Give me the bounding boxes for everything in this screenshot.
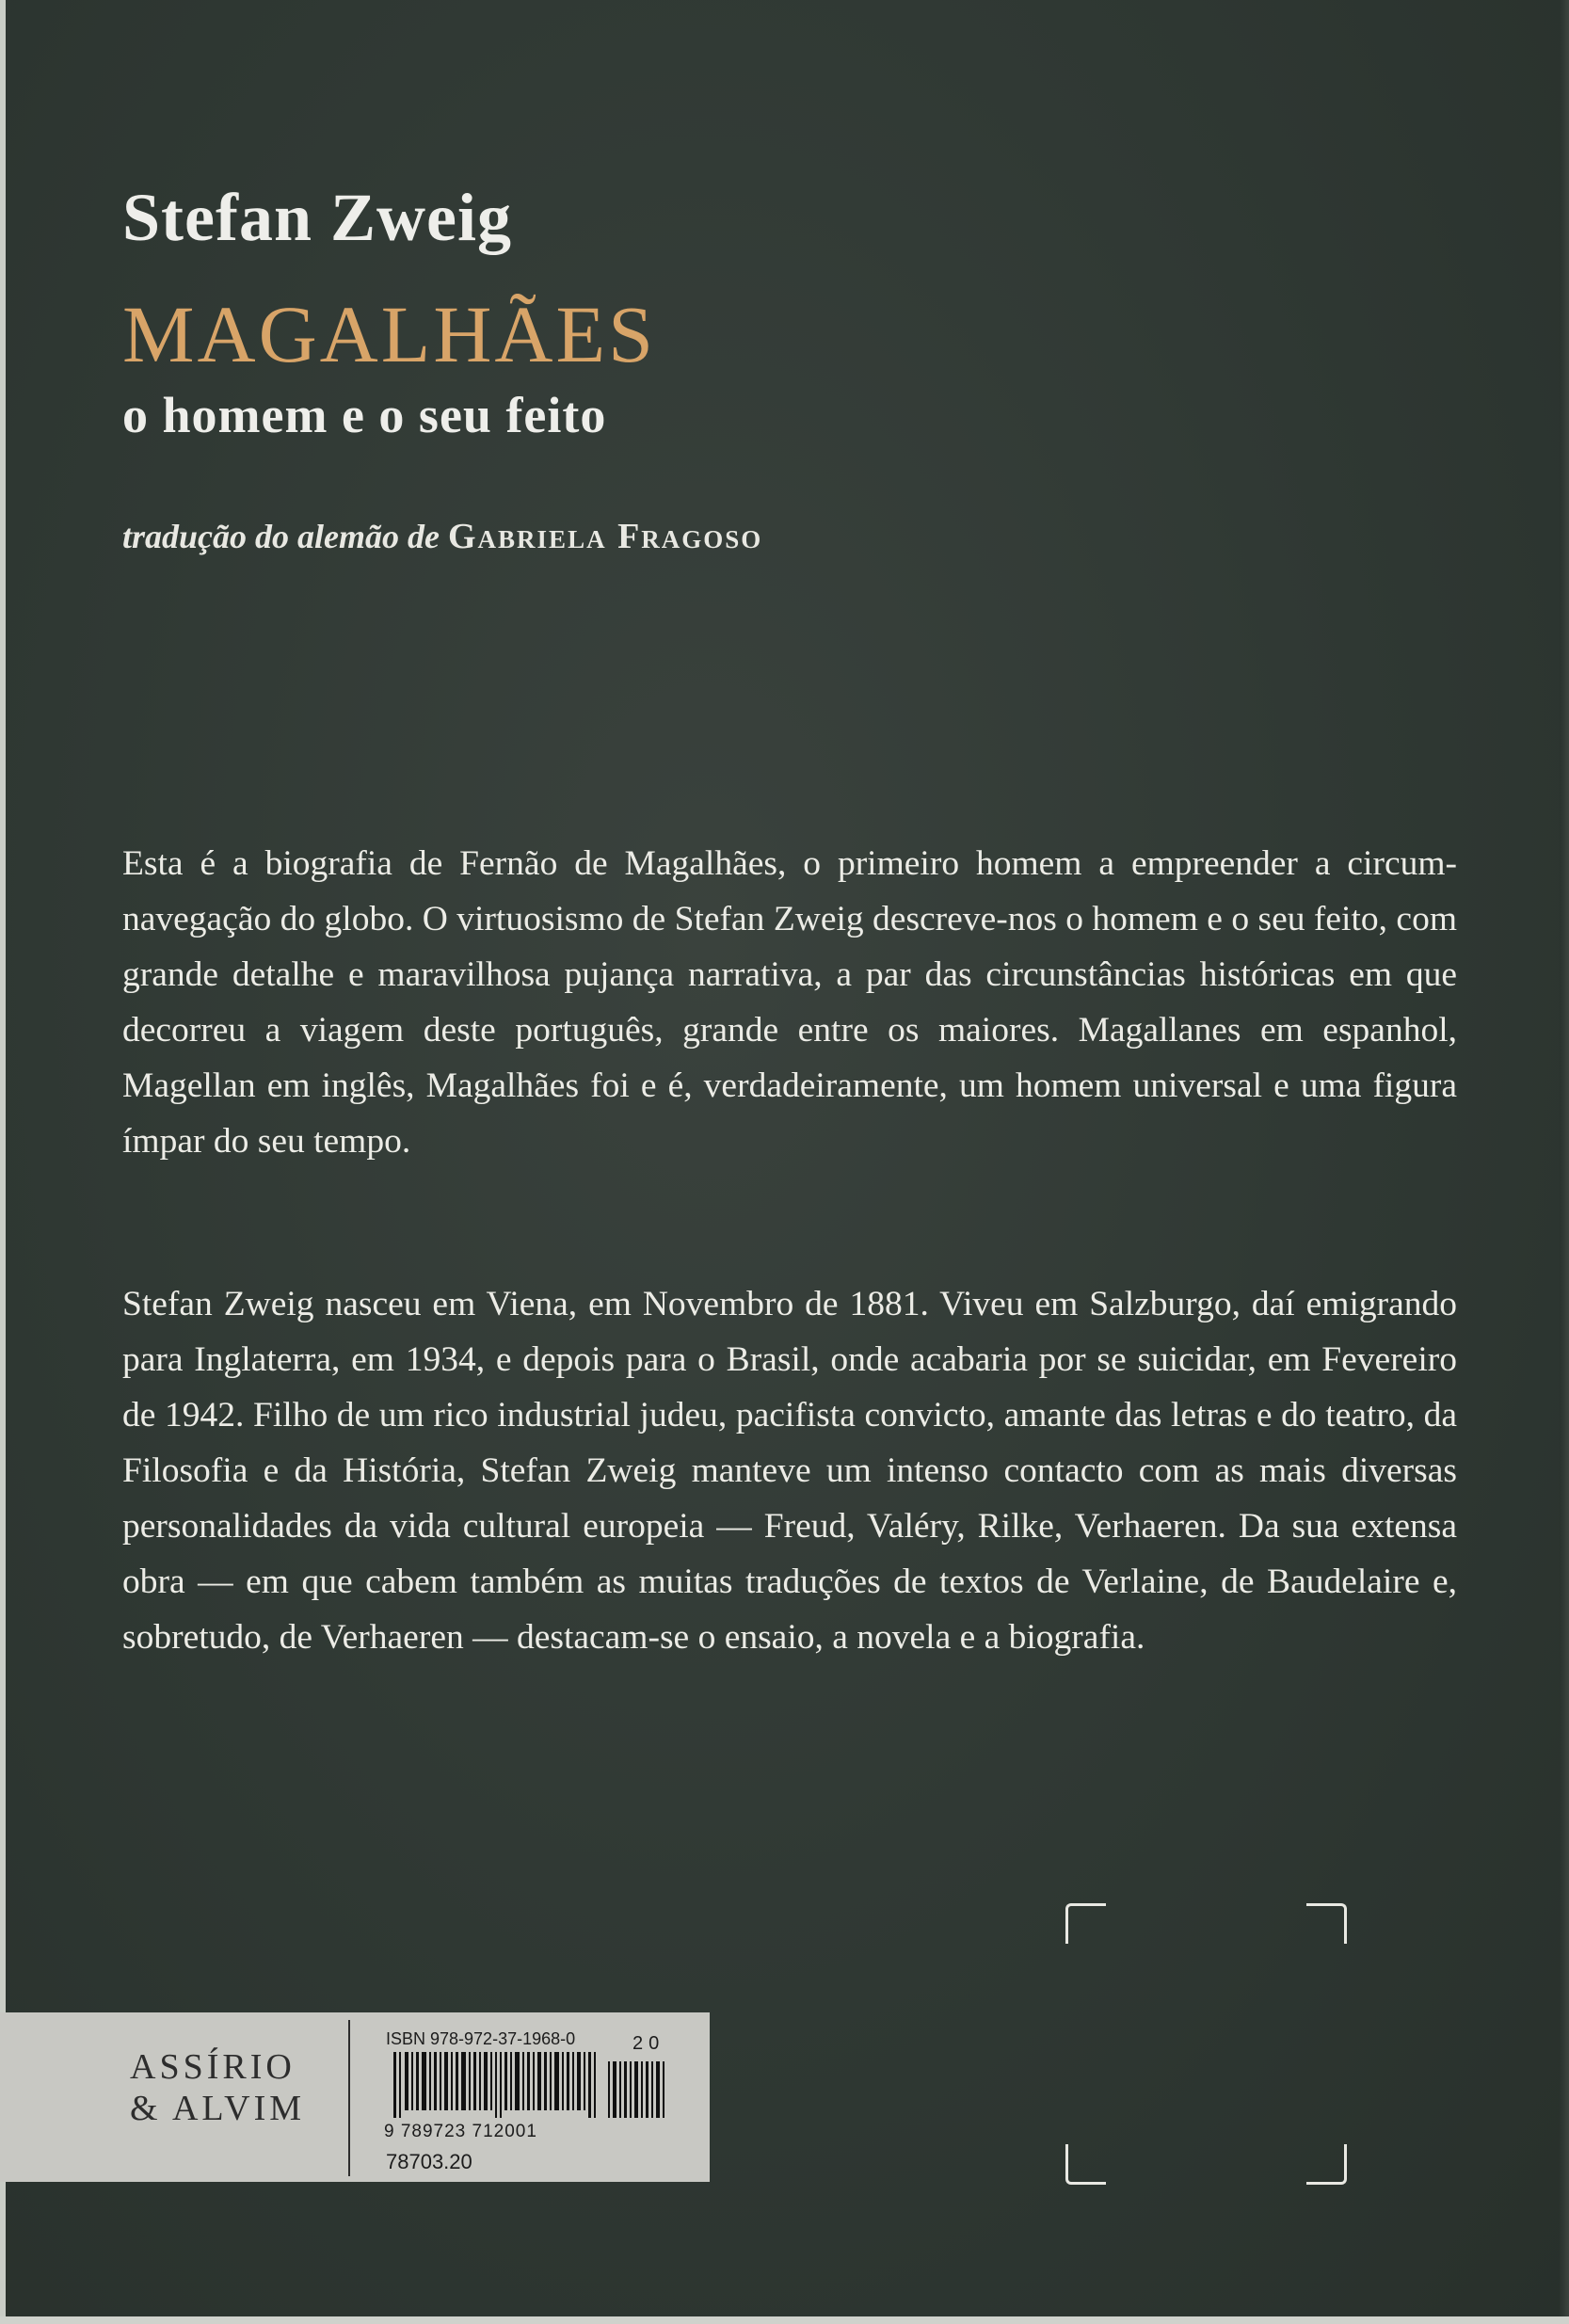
cover-left-edge: [0, 0, 6, 2324]
barcode-addon-digits: 20: [632, 2033, 665, 2054]
price-code: 78703.20: [386, 2150, 472, 2173]
translator-name: Gabriela Fragoso: [447, 517, 763, 556]
author-name: Stefan Zweig: [122, 180, 512, 255]
book-title: MAGALHÃES: [122, 289, 656, 379]
translation-prefix: tradução do alemão de: [122, 518, 440, 555]
book-subtitle: o homem e o seu feito: [122, 387, 607, 443]
frame-corner-top-right: [1306, 1903, 1347, 1944]
frame-corner-bottom-right: [1306, 2144, 1347, 2185]
barcode-divider: [348, 2020, 350, 2176]
cover-bottom-edge: [0, 2316, 1569, 2324]
publisher-line-2: & ALVIM: [130, 2089, 306, 2128]
cover-spine-fold: [1560, 0, 1569, 2324]
publisher-line-1: ASSÍRIO: [130, 2047, 296, 2087]
publisher-logo: [130, 2046, 305, 2129]
frame-corner-bottom-left: [1065, 2144, 1106, 2185]
translation-credit: [122, 516, 762, 557]
barcode-number: 9 789723 712001: [384, 2122, 537, 2141]
author-bio-paragraph: Stefan Zweig nasceu em Viena, em Novembro de 1881. Viveu em Salzburgo, daí emigrando para Inglaterra, em 1934, e depois para o Brasil, onde acabaria por se suicidar, em Fevereiro de 1942. Filho de um rico industrial judeu, pacifista convicto, amante das letras e do teatro, da Filosofia e da História, Stefan Zweig manteve um intenso contacto com as mais diversas personalidades da vida cultural europeia — Freud, Valéry, Rilke, Verhaeren. Da sua extensa obra — em que cabem também as muitas traduções de textos de Verlaine, de Baudelaire e, sobretudo, de Verhaeren — destacam-se o ensaio, a novela e a biografia.: [122, 1285, 1457, 1657]
barcode-icon: [393, 2052, 676, 2118]
synopsis-paragraph: Esta é a biografia de Fernão de Magalhães, o primeiro homem a empreender a circum-navegação do globo. O virtuosismo de Stefan Zweig descreve-nos o homem e o seu feito, com grande detalhe e maravilhosa pujança narrativa, a par das circunstâncias históricas em que decorreu a viagem deste português, grande entre os maiores. Magallanes em espanhol, Magellan em inglês, Magalhães foi e é, verdadeiramente, um homem universal e uma figura ímpar do seu tempo.: [122, 844, 1457, 1161]
frame-corner-top-left: [1065, 1903, 1106, 1944]
isbn-label: ISBN 978-972-37-1968-0: [386, 2029, 576, 2048]
